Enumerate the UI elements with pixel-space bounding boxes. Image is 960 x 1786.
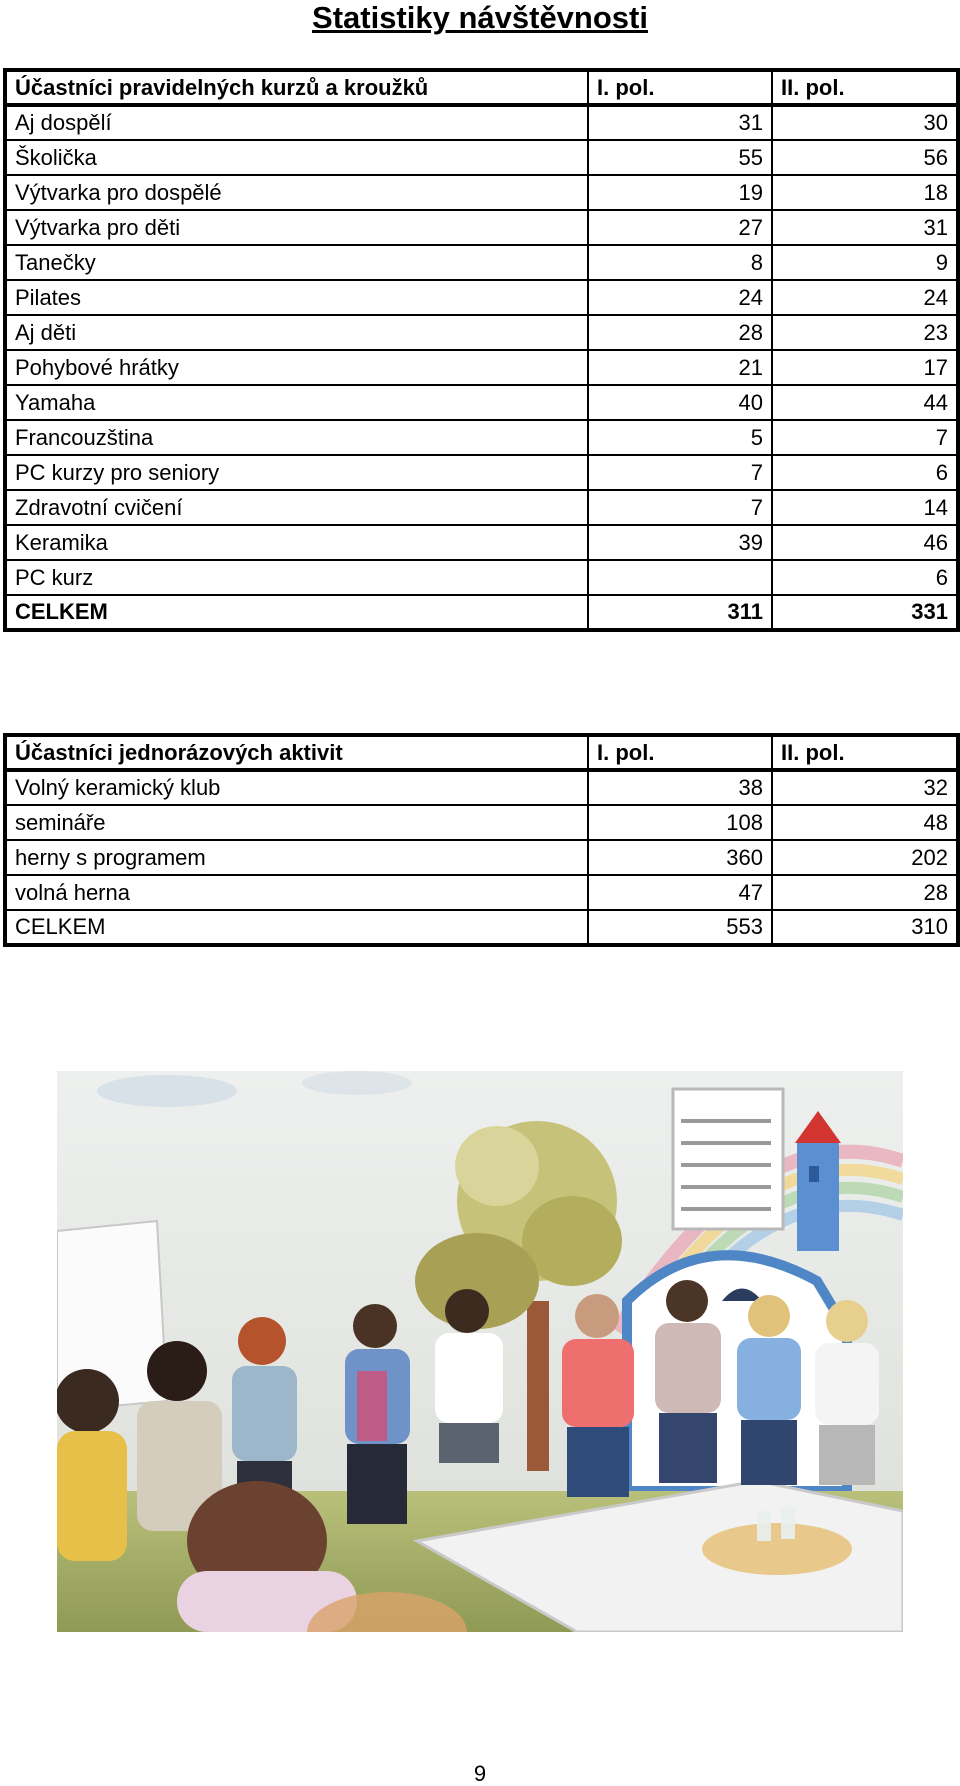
course-name: Keramika bbox=[5, 525, 588, 560]
group-photo-illustration bbox=[57, 1071, 903, 1632]
course-name: Aj dospělí bbox=[5, 105, 588, 140]
table-row bbox=[5, 350, 958, 385]
course-h2: 17 bbox=[772, 350, 958, 385]
course-h1: 8 bbox=[588, 245, 772, 280]
course-name: Zdravotní cvičení bbox=[5, 490, 588, 525]
course-name: Pohybové hrátky bbox=[5, 350, 588, 385]
course-name: Tanečky bbox=[5, 245, 588, 280]
activity-h2: 48 bbox=[772, 805, 958, 840]
table-row bbox=[5, 770, 958, 805]
activity-name: Volný keramický klub bbox=[5, 770, 588, 805]
course-name: Aj děti bbox=[5, 315, 588, 350]
course-name: Yamaha bbox=[5, 385, 588, 420]
course-name: Výtvarka pro děti bbox=[5, 210, 588, 245]
course-h2: 46 bbox=[772, 525, 958, 560]
table-row bbox=[5, 455, 958, 490]
course-h1: 7 bbox=[588, 455, 772, 490]
courses-total-row bbox=[5, 595, 958, 630]
table-row bbox=[5, 385, 958, 420]
activities-total-h1: 553 bbox=[588, 910, 772, 945]
activities-header-h2: II. pol. bbox=[772, 735, 958, 770]
courses-header-h2: II. pol. bbox=[772, 70, 958, 105]
activity-name: volná herna bbox=[5, 875, 588, 910]
table-row bbox=[5, 420, 958, 455]
course-name: PC kurz bbox=[5, 560, 588, 595]
activity-h2: 28 bbox=[772, 875, 958, 910]
course-h1: 21 bbox=[588, 350, 772, 385]
course-h2: 44 bbox=[772, 385, 958, 420]
course-name: Francouzština bbox=[5, 420, 588, 455]
table-row bbox=[5, 840, 958, 875]
table-row bbox=[5, 280, 958, 315]
table-row bbox=[5, 245, 958, 280]
table-row bbox=[5, 315, 958, 350]
table-row bbox=[5, 210, 958, 245]
activities-header-h1: I. pol. bbox=[588, 735, 772, 770]
course-h1: 31 bbox=[588, 105, 772, 140]
course-h2: 24 bbox=[772, 280, 958, 315]
course-h1: 5 bbox=[588, 420, 772, 455]
course-h1: 40 bbox=[588, 385, 772, 420]
activity-name: semináře bbox=[5, 805, 588, 840]
course-h1: 7 bbox=[588, 490, 772, 525]
courses-total-h2: 331 bbox=[772, 595, 958, 630]
table-row bbox=[5, 560, 958, 595]
course-h2: 9 bbox=[772, 245, 958, 280]
course-h2: 6 bbox=[772, 455, 958, 490]
table-row bbox=[5, 490, 958, 525]
activity-h2: 202 bbox=[772, 840, 958, 875]
course-h2: 30 bbox=[772, 105, 958, 140]
courses-header-h1: I. pol. bbox=[588, 70, 772, 105]
activity-h1: 360 bbox=[588, 840, 772, 875]
course-name: Pilates bbox=[5, 280, 588, 315]
activity-h1: 108 bbox=[588, 805, 772, 840]
course-h1: 24 bbox=[588, 280, 772, 315]
table-row bbox=[5, 525, 958, 560]
activity-h1: 47 bbox=[588, 875, 772, 910]
group-photo bbox=[57, 1071, 903, 1632]
activities-header-row bbox=[5, 735, 958, 770]
course-h2: 31 bbox=[772, 210, 958, 245]
activities-table bbox=[3, 733, 960, 947]
page-title: Statistiky návštěvnosti bbox=[312, 0, 648, 35]
course-h2: 18 bbox=[772, 175, 958, 210]
course-h1 bbox=[588, 560, 772, 595]
activity-h2: 32 bbox=[772, 770, 958, 805]
table-row bbox=[5, 175, 958, 210]
activities-total-label: CELKEM bbox=[5, 910, 588, 945]
table-row bbox=[5, 140, 958, 175]
course-h1: 19 bbox=[588, 175, 772, 210]
table-row bbox=[5, 805, 958, 840]
activities-header-name: Účastníci jednorázových aktivit bbox=[5, 735, 588, 770]
courses-table bbox=[3, 68, 960, 632]
table-row bbox=[5, 105, 958, 140]
course-h2: 23 bbox=[772, 315, 958, 350]
course-h1: 28 bbox=[588, 315, 772, 350]
courses-total-label: CELKEM bbox=[5, 595, 588, 630]
course-name: Školička bbox=[5, 140, 588, 175]
course-h1: 39 bbox=[588, 525, 772, 560]
activity-name: herny s programem bbox=[5, 840, 588, 875]
activity-h1: 38 bbox=[588, 770, 772, 805]
course-h1: 55 bbox=[588, 140, 772, 175]
course-h1: 27 bbox=[588, 210, 772, 245]
activities-total-h2: 310 bbox=[772, 910, 958, 945]
course-h2: 7 bbox=[772, 420, 958, 455]
courses-header-row bbox=[5, 70, 958, 105]
course-h2: 14 bbox=[772, 490, 958, 525]
table-row bbox=[5, 875, 958, 910]
page-number: 9 bbox=[473, 1761, 487, 1786]
courses-total-h1: 311 bbox=[588, 595, 772, 630]
course-h2: 6 bbox=[772, 560, 958, 595]
course-h2: 56 bbox=[772, 140, 958, 175]
course-name: PC kurzy pro seniory bbox=[5, 455, 588, 490]
courses-header-name: Účastníci pravidelných kurzů a kroužků bbox=[5, 70, 588, 105]
activities-total-row bbox=[5, 910, 958, 945]
course-name: Výtvarka pro dospělé bbox=[5, 175, 588, 210]
